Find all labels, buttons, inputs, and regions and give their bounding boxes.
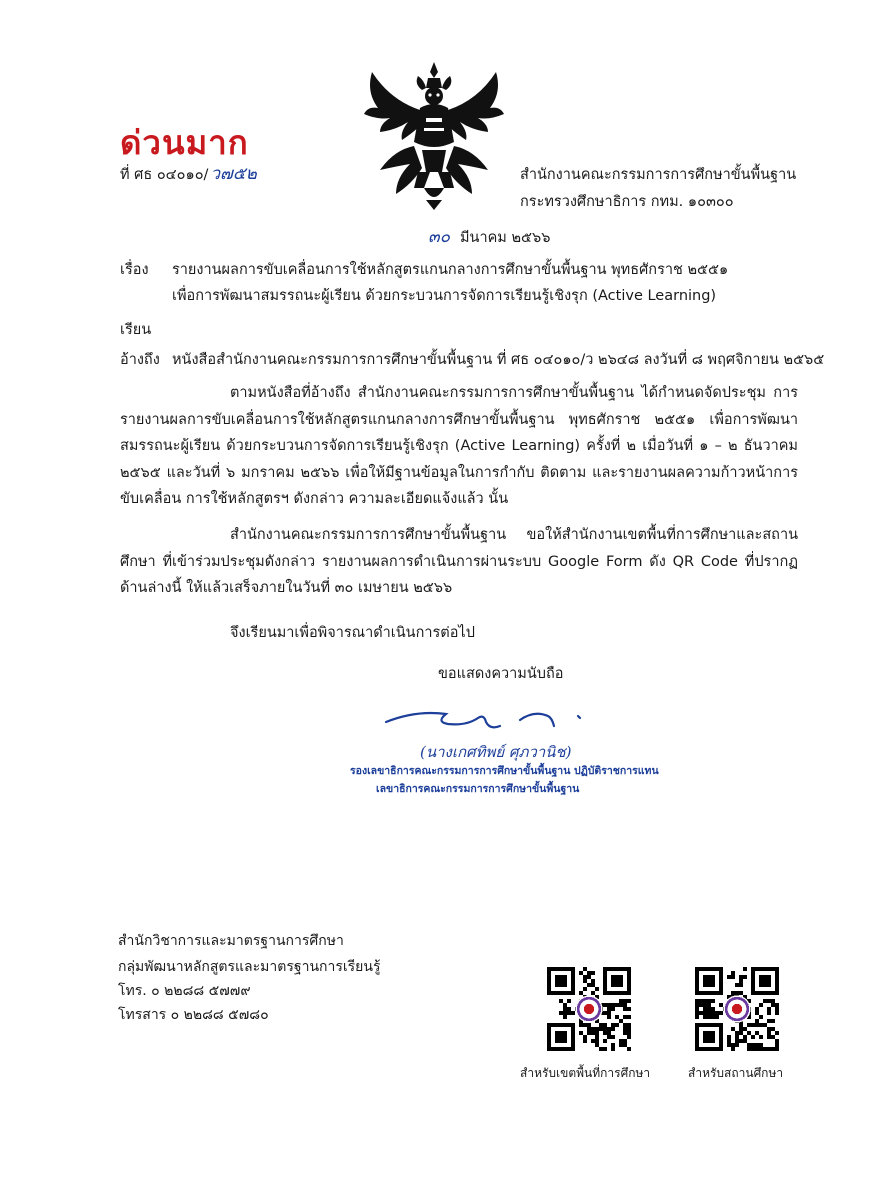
signatory-position-1: รองเลขาธิการคณะกรรมการการศึกษาขั้นพื้นฐาน ปฏิบัติราชการแทน	[350, 765, 659, 777]
urgency-label: ด่วนมาก	[120, 123, 249, 162]
document-number-handwritten: ว๗๕๒	[210, 164, 257, 184]
qr-code-icon[interactable]	[547, 967, 631, 1051]
footer-group: กลุ่มพัฒนาหลักสูตรและมาตรฐานการเรียนรู้	[118, 959, 381, 975]
salutation-label: เรียน	[120, 322, 152, 338]
subject-line-2: เพื่อการพัฒนาสมรรถนะผู้เรียน ด้วยกระบวนการจัดการเรียนรู้เชิงรุก (Active Learning)	[172, 288, 717, 304]
garuda-emblem-icon	[362, 60, 506, 212]
footer-department: สำนักวิชาการและมาตรฐานการศึกษา	[118, 933, 344, 949]
issuing-office: สำนักงานคณะกรรมการการศึกษาขั้นพื้นฐาน	[520, 167, 797, 183]
qr-caption-district: สำหรับเขตพื้นที่การศึกษา	[520, 1066, 651, 1080]
date-day-handwritten: ๓๐	[428, 227, 450, 247]
footer-telephone: โทร. ๐ ๒๒๘๘ ๕๗๗๙	[118, 983, 251, 999]
body-paragraph-3: จึงเรียนมาเพื่อพิจารณาดำเนินการต่อไป	[230, 625, 475, 641]
qr-caption-school: สำหรับสถานศึกษา	[688, 1066, 784, 1080]
body-paragraph-1: ตามหนังสือที่อ้างถึง สำนักงานคณะกรรมการการศึกษาขั้นพื้นฐาน ได้กำหนดจัดประชุม การรายงานผลการขับเคลื่อนการใช้หลักสูตรแกนกลางการศึกษาขั้นพื้นฐาน พุทธศักราช ๒๕๕๑ เพื่อการพัฒนา สมรรถนะผู้เรียน ด้วยกระบวนการจัดการเรียนรู้เชิงรุก (Active Learning) ครั้งที่ ๒ เมื่อวันที่ ๑ – ๒ ธันวาคม ๒๕๖๕ และวันที่ ๖ มกราคม ๒๕๖๖ เพื่อให้มีฐานข้อมูลในการกำกับ ติดตาม และรายงานผลความก้าวหน้าการขับเคลื่อน การใช้หลักสูตรฯ ดังกล่าว ความละเอียดแจ้งแล้ว นั้น	[120, 385, 798, 507]
reference-label: อ้างถึง	[120, 352, 160, 368]
closing-phrase: ขอแสดงความนับถือ	[438, 666, 564, 682]
footer-fax: โทรสาร ๐ ๒๒๘๘ ๕๗๘๐	[118, 1007, 269, 1023]
reference-text: หนังสือสำนักงานคณะกรรมการการศึกษาขั้นพื้นฐาน ที่ ศธ ๐๔๐๑๐/ว ๒๖๔๘ ลงวันที่ ๘ พฤศจิกายน ๒๕๖๕	[172, 352, 825, 368]
signatory-position-2: เลขาธิการคณะกรรมการการศึกษาขั้นพื้นฐาน	[376, 783, 580, 795]
document-number	[120, 160, 257, 187]
document-date	[428, 223, 550, 250]
signatory-name: (นางเกศทิพย์ ศุภวานิช)	[420, 743, 572, 761]
subject-line-1: รายงานผลการขับเคลื่อนการใช้หลักสูตรแกนกลางการศึกษาขั้นพื้นฐาน พุทธศักราช ๒๕๕๑	[172, 262, 729, 278]
body-paragraph-2: สำนักงานคณะกรรมการการศึกษาขั้นพื้นฐาน ขอให้สำนักงานเขตพื้นที่การศึกษาและสถานศึกษา ที่เข้าร่วมประชุมดังกล่าว รายงานผลการดำเนินการผ่านระบบ Google Form ดัง QR Code ที่ปรากฏด้านล่างนี้ ให้แล้วเสร็จภายในวันที่ ๓๐ เมษายน ๒๕๖๖	[120, 527, 798, 596]
date-month-year: มีนาคม ๒๕๖๖	[460, 230, 551, 246]
subject-label: เรื่อง	[120, 262, 149, 278]
handwritten-signature	[380, 700, 620, 734]
document-number-prefix: ที่ ศธ ๐๔๐๑๐/	[120, 167, 209, 183]
issuing-ministry-address: กระทรวงศึกษาธิการ กทม. ๑๐๓๐๐	[520, 194, 734, 210]
qr-code-icon[interactable]	[695, 967, 779, 1051]
